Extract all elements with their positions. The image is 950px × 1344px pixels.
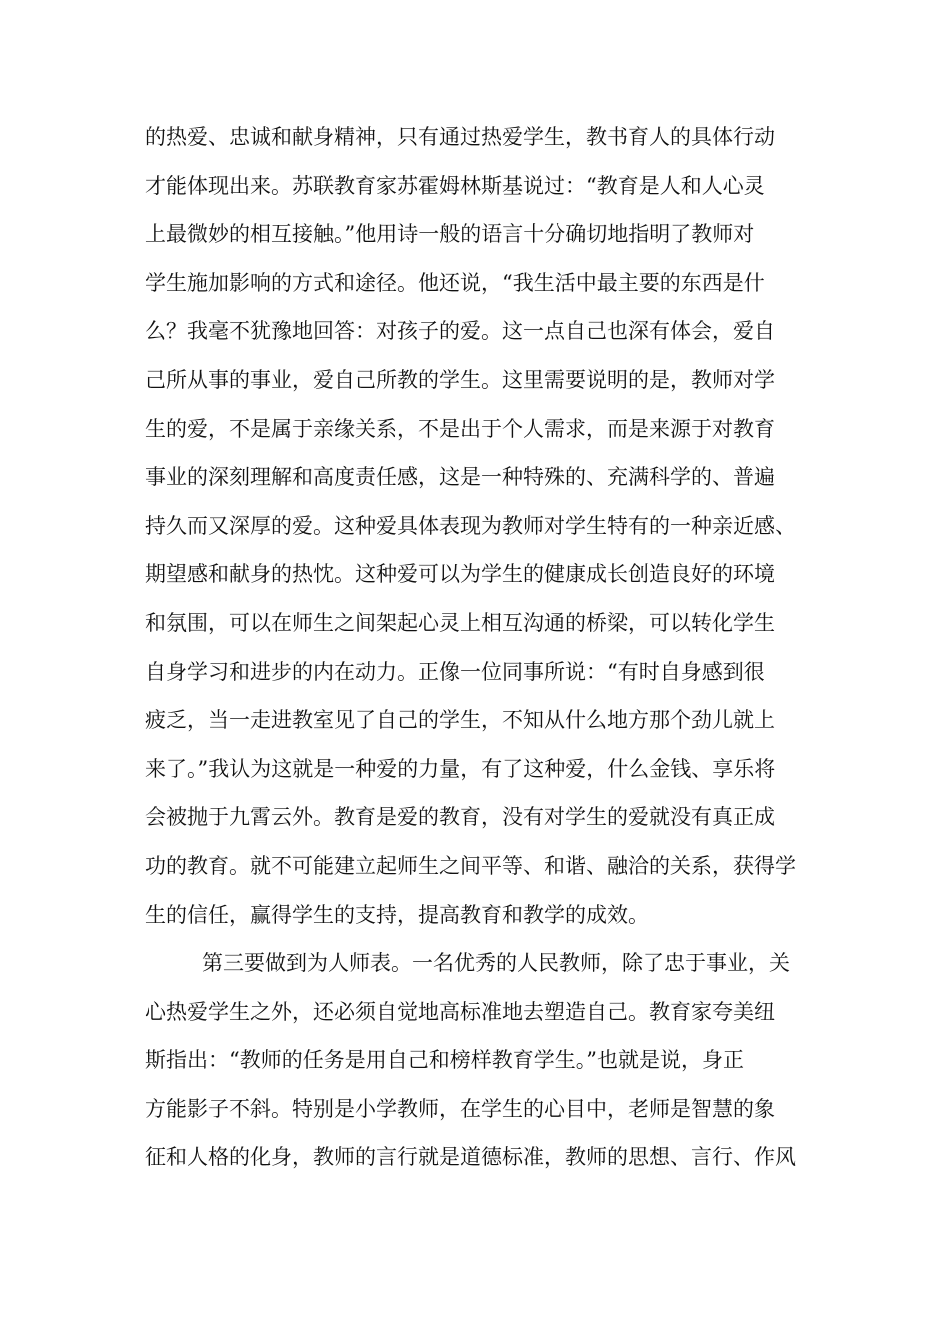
text-line: 征和人格的化身，教师的言行就是道德标准，教师的思想、言行、作风 xyxy=(145,1145,796,1170)
text-line: 斯指出：“教师的任务是用自己和榜样教育学生。”也就是说，身正 xyxy=(145,1048,744,1073)
body-text xyxy=(145,113,825,1182)
text-line: 心热爱学生之外，还必须自觉地高标准地去塑造自己。教育家夸美纽 xyxy=(145,999,775,1024)
text-line: 会被抛于九霄云外。教育是爱的教育，没有对学生的爱就没有真正成 xyxy=(145,805,775,830)
text-line: 第三要做到为人师表。一名优秀的人民教师，除了忠于事业，关 xyxy=(202,951,790,976)
text-line: 功的教育。就不可能建立起师生之间平等、和谐、融洽的关系，获得学 xyxy=(145,853,796,878)
text-line: 期望感和献身的热忱。这种爱可以为学生的健康成长创造良好的环境 xyxy=(145,562,775,587)
text-line: 持久而又深厚的爱。这种爱具体表现为教师对学生特有的一种亲近感、 xyxy=(145,513,796,538)
text-line: 和氛围，可以在师生之间架起心灵上相互沟通的桥梁，可以转化学生 xyxy=(145,610,775,635)
text-line: 疲乏，当一走进教室见了自己的学生，不知从什么地方那个劲儿就上 xyxy=(145,708,775,733)
text-line: 自身学习和进步的内在动力。正像一位同事所说：“有时自身感到很 xyxy=(145,659,765,684)
text-line: 的热爱、忠诚和献身精神，只有通过热爱学生，教书育人的具体行动 xyxy=(145,125,775,149)
text-line: 方能影子不斜。特别是小学教师，在学生的心目中，老师是智慧的象 xyxy=(145,1096,775,1121)
text-line: 学生施加影响的方式和途径。他还说，“我生活中最主要的东西是什 xyxy=(145,270,765,295)
text-line: 来了。”我认为这就是一种爱的力量，有了这种爱，什么金钱、享乐将 xyxy=(145,756,776,781)
text-line: 才能体现出来。苏联教育家苏霍姆林斯基说过：“教育是人和人心灵 xyxy=(145,173,765,198)
text-line: 上最微妙的相互接触。”他用诗一般的语言十分确切地指明了教师对 xyxy=(145,222,755,247)
text-line: 事业的深刻理解和高度责任感，这是一种特殊的、充满科学的、普遍 xyxy=(145,465,775,490)
text-line: 么？我毫不犹豫地回答：对孩子的爱。这一点自己也深有体会，爱自 xyxy=(145,319,775,344)
text-line: 己所从事的事业，爱自己所教的学生。这里需要说明的是，教师对学 xyxy=(145,367,775,392)
text-line: 生的信任，赢得学生的支持，提高教育和教学的成效。 xyxy=(145,902,649,927)
text-line: 生的爱，不是属于亲缘关系，不是出于个人需求，而是来源于对教育 xyxy=(145,416,775,441)
